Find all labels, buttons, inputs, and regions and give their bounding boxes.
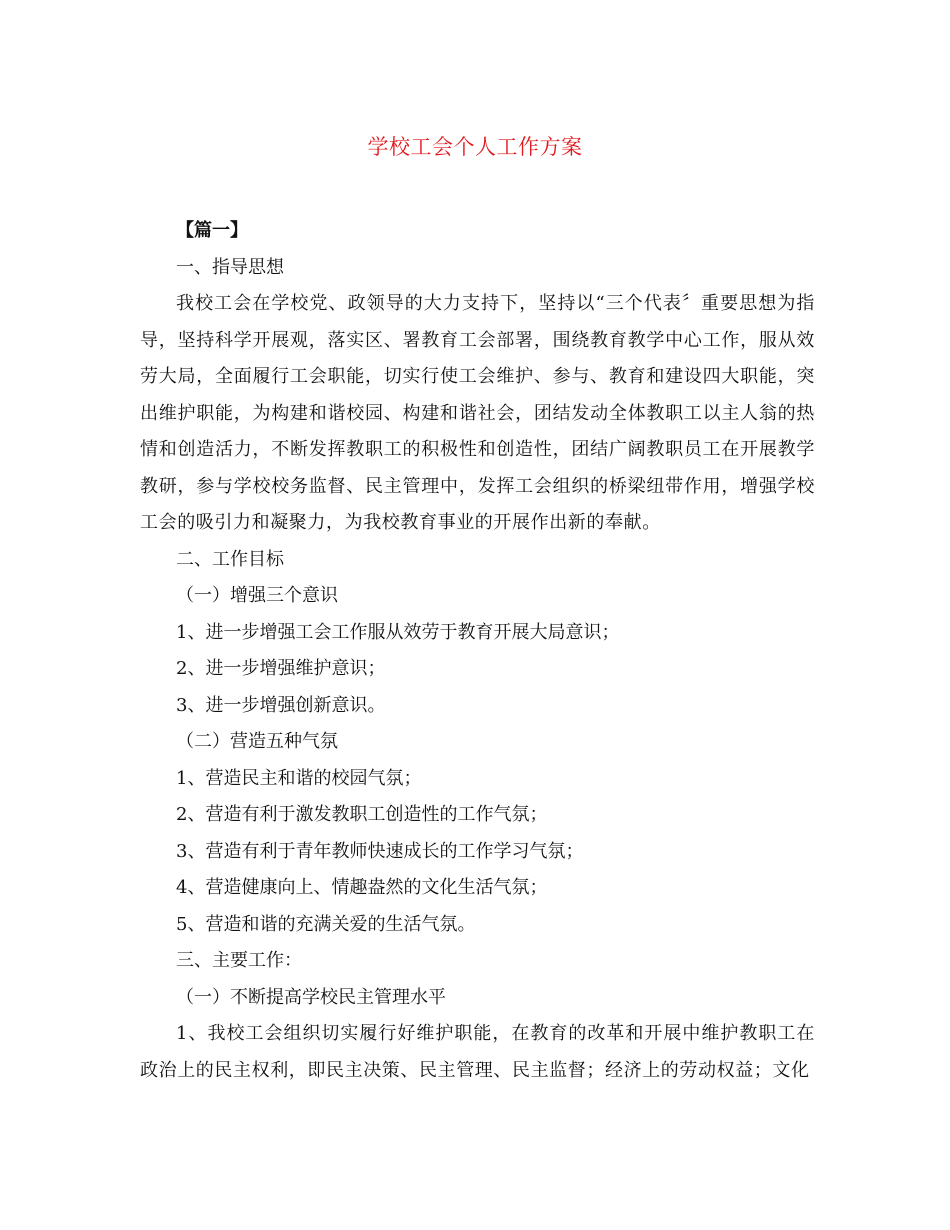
paragraph-guiding-ideology: 我校工会在学校党、政领导的大力支持下，坚持以“三个代表〞重要思想为指导，坚持科学开展观，落实区、署教育工会部署，围绕教育教学中心工作，服从效劳大局，全面履行工会职能，切实行使工会维护、参与、教育和建设四大职能，突出维护职能，为构建和谐校园、构建和谐社会，团结发动全体教职工以主人翁的热情和创造活力，不断发挥教职工的积极性和创造性，团结广阔教职员工在开展教学教研，参与学校校务监督、民主管理中，发挥工会组织的桥梁纽带作用，增强学校工会的吸引力和凝聚力，为我校教育事业的开展作出新的奉献。 — [140, 293, 815, 533]
list-item: 1、营造民主和谐的校园气氛； — [176, 767, 422, 789]
list-item: 4、营造健康向上、情趣盎然的文化生活气氛； — [176, 877, 548, 898]
heading-guiding-ideology: 一、指导思想 — [176, 256, 284, 278]
subheading-three-awareness: （一）增强三个意识 — [176, 585, 338, 606]
list-item: 2、营造有利于激发教职工创造性的工作气氛； — [176, 804, 548, 825]
document-title: 学校工会个人工作方案 — [367, 135, 583, 159]
list-item: 5、营造和谐的充满关爱的生活气氛。 — [176, 913, 476, 935]
heading-main-work: 三、主要工作： — [176, 950, 302, 971]
paragraph-democratic-management: 1、我校工会组织切实履行好维护职能，在教育的改革和开展中维护教职工在政治上的民主权利，即民主决策、民主管理、民主监督；经济上的劳动权益；文化 — [140, 1023, 815, 1081]
section-tag: 【篇一】 — [176, 220, 248, 241]
list-item: 3、进一步增强创新意识。 — [176, 694, 386, 716]
document-body — [140, 213, 815, 1089]
list-item: 3、营造有利于青年教师快速成长的工作学习气氛； — [176, 840, 584, 862]
list-item: 2、进一步增强维护意识； — [176, 658, 386, 679]
list-item: 1、进一步增强工会工作服从效劳于教育开展大局意识； — [176, 621, 620, 643]
heading-work-goals: 二、工作目标 — [176, 548, 284, 570]
subheading-democratic-management: （一）不断提高学校民主管理水平 — [176, 986, 446, 1008]
subheading-five-atmospheres: （二）营造五种气氛 — [176, 731, 338, 752]
